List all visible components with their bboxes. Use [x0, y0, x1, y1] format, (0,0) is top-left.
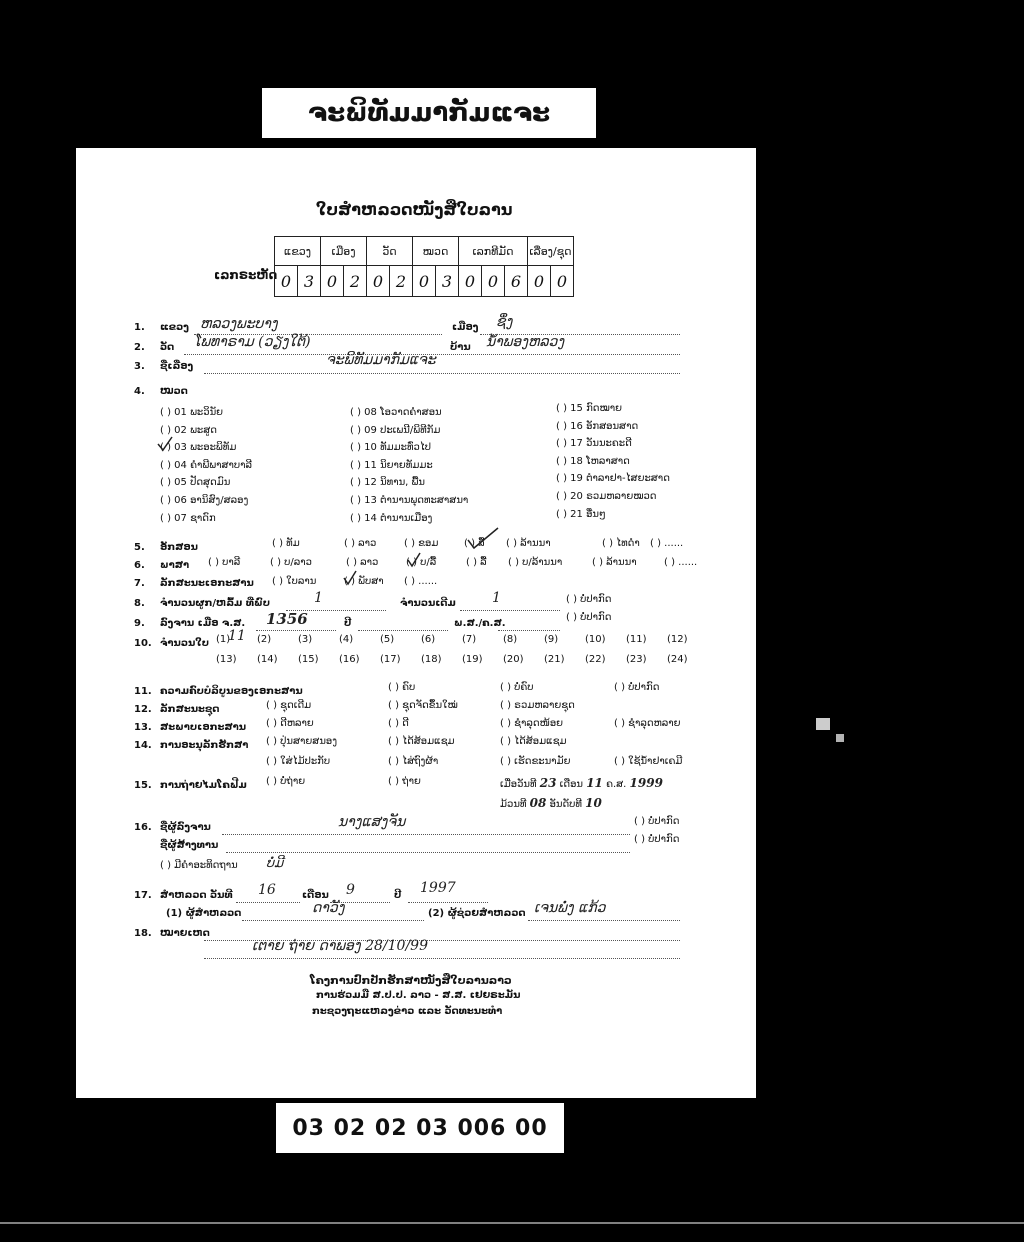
s4-column-3	[556, 400, 670, 523]
leaf-count-option[interactable]: (21)	[544, 654, 565, 665]
check-mark-icon	[156, 436, 174, 452]
s16-unknown-option-2[interactable]: ( ) ບໍ່ປາກົດ	[634, 834, 680, 845]
script-option[interactable]: ( ) ......	[650, 538, 684, 549]
field-1-value: ຫລວງພະບາງ	[200, 316, 278, 332]
code-header-bundle: ເລກທີມັດ	[459, 237, 528, 266]
s17-year: 1997	[420, 880, 456, 896]
s5-number: 5.	[134, 542, 145, 553]
field-3-number: 3.	[134, 361, 145, 372]
leaf-count-option[interactable]: (20)	[503, 654, 524, 665]
s15-date	[500, 776, 663, 790]
category-option[interactable]: ( ) 19 ຕຳລາຢາ-ໄສຍະສາດ	[556, 473, 670, 485]
footer-project: ໂຄງການປົກປັກຮັກສາໜັງສືໃບລານລາວ	[310, 974, 512, 987]
s16-blessing-value: ບໍ່ມີ	[266, 856, 284, 871]
s16-number: 16.	[134, 822, 152, 833]
code-header-province: ແຂວງ	[275, 237, 321, 266]
s6-options	[208, 557, 697, 568]
s15-options	[266, 776, 421, 787]
s9-year-label: ປີ	[344, 618, 352, 629]
category-option[interactable]: ( ) 08 ໂອວາດຄຳສອນ	[350, 407, 442, 418]
code-digit: 0	[482, 266, 505, 297]
form-title: ໃບສຳຫລວດໜັງສືໃບລານ	[316, 200, 513, 219]
s10-row-1	[216, 634, 688, 645]
s4-column-2	[350, 404, 468, 527]
microfilm-option[interactable]: ( ) ຖ່າຍ	[388, 776, 421, 787]
code-digit: 0	[367, 266, 390, 297]
microfilm-option[interactable]: ( ) ບໍ່ຖ່າຍ	[266, 776, 306, 787]
code-table	[274, 236, 574, 297]
field-3-label: ຊື່ເລື່ອງ	[160, 361, 194, 372]
category-option[interactable]: ( ) 13 ຕຳນານພຸດທະສາສນາ	[350, 494, 469, 506]
language-option[interactable]: ( ) ......	[664, 557, 698, 568]
s18-number: 18.	[134, 928, 152, 939]
s10-label: ຈຳນວນໃບ	[160, 638, 210, 649]
code-digit: 0	[275, 266, 298, 297]
category-option[interactable]: ( ) 07 ຊາດົກ	[160, 512, 216, 524]
document-type-option[interactable]: ( ) ......	[404, 576, 438, 587]
leaf-count-option[interactable]: (19)	[462, 654, 483, 665]
s13-number: 13.	[134, 722, 152, 733]
completeness-option[interactable]: ( ) ຄົບ	[388, 682, 416, 693]
category-option[interactable]: ( ) 17 ວັນນະຄະດີ	[556, 438, 632, 450]
s6-number: 6.	[134, 560, 145, 571]
s15-date-label: ເມື່ອວັນທີ	[500, 779, 537, 790]
s15-day: 23	[539, 776, 557, 790]
code-label: ເລກຣະຫັດ	[214, 268, 278, 282]
field-2-label: ວັດ	[160, 342, 175, 353]
s17-surveyor-value: ດາວັງ	[312, 900, 345, 916]
leaf-count-option[interactable]: (12)	[667, 634, 688, 645]
footer-cooperation: ການຮ່ວມມື ສ.ປ.ປ. ລາວ - ສ.ສ. ເຢຍຣະມັນ	[316, 990, 521, 1001]
category-option[interactable]: ( ) 10 ທັມມະທົ່ວໄປ	[350, 442, 432, 454]
code-digit: 0	[528, 266, 551, 297]
s12-number: 12.	[134, 704, 152, 715]
s4-column-1	[160, 404, 252, 527]
s15-year-label: ຄ.ສ.	[606, 779, 627, 790]
leaf-count-option[interactable]: (24)	[667, 654, 688, 665]
s5-label: ອັກສອນ	[160, 542, 198, 553]
set-type-option[interactable]: ( ) ຊຸດຈັດຂຶ້ນໃໝ່	[388, 700, 458, 711]
s9-value: 1356	[266, 610, 308, 628]
language-option[interactable]: ( ) ບ/ລ້ານນາ	[508, 557, 563, 568]
leaf-count-option[interactable]: (22)	[585, 654, 606, 665]
set-type-option[interactable]: ( ) ຊຸດເດີມ	[266, 700, 312, 711]
leaf-count-option[interactable]: (10)	[585, 634, 606, 645]
s18-label: ໝາຍເຫດ	[160, 928, 210, 939]
leaf-count-option[interactable]: (9)	[544, 634, 559, 645]
completeness-option[interactable]: ( ) ບໍ່ປາກົດ	[614, 682, 660, 693]
leaf-count-option[interactable]: (17)	[380, 654, 401, 665]
leaf-count-option[interactable]: (18)	[421, 654, 442, 665]
s16-blessing-option[interactable]: ( ) ມີຄຳອະທິດຖານ	[160, 860, 238, 871]
s6-label: ພາສາ	[160, 560, 190, 571]
condition-option[interactable]: ( ) ດີ	[388, 718, 409, 729]
category-option[interactable]: ( ) 15 ກົດໝາຍ	[556, 403, 623, 414]
s17-month-label: ເດືອນ	[302, 890, 329, 901]
leaf-count-option[interactable]: (2)	[257, 634, 272, 645]
s17-assistant-label: (2) ຜູ້ຊ່ວຍສຳຫລວດ	[428, 908, 526, 919]
leaf-count-option[interactable]: (15)	[298, 654, 319, 665]
field-2-village-value: ນ້ຳພອງຫລວງ	[486, 334, 565, 350]
completeness-option[interactable]: ( ) ບໍ່ຄົບ	[500, 682, 534, 693]
s15-label: ການຖ່າຍໄມໂຄຟີມ	[160, 780, 247, 791]
leaf-count-option[interactable]: (11)	[626, 634, 647, 645]
field-2-value: ໂພທາຣາມ (ວຽງໃຕ້)	[194, 334, 311, 350]
category-option[interactable]: ( ) 04 ຄຳພີພາສາບາລີ	[160, 459, 253, 471]
category-option[interactable]: ( ) 21 ອື່ນໆ	[556, 508, 606, 520]
s9-label: ລົງຈານ ເມື່ອ ຈ.ສ.	[160, 618, 246, 629]
s15-year: 1999	[629, 776, 663, 790]
s8-original-value: 1	[492, 590, 501, 606]
footer-ministry: ກະຊວງຖະແຫລງຂ່າວ ແລະ ວັດທະນະທຳ	[312, 1006, 503, 1017]
language-option[interactable]: ( ) ບ/ລາວ	[270, 557, 312, 568]
s11-options	[388, 682, 659, 693]
set-type-option[interactable]: ( ) ຣວມຫລາຍຊຸດ	[500, 700, 575, 711]
s12-options	[266, 700, 575, 711]
code-digit: 0	[459, 266, 482, 297]
s15-month: 11	[586, 776, 603, 790]
s17-label: ສຳຫລວດ ວັນທີ	[160, 890, 233, 901]
code-digit: 6	[505, 266, 528, 297]
leaf-count-option[interactable]: (3)	[298, 634, 313, 645]
condition-option[interactable]: ( ) ຊຳລຸດໜ້ອຍ	[500, 718, 564, 729]
s9-be-label: ພ.ສ./ຄ.ສ.	[454, 618, 506, 629]
s15-order-value: 10	[585, 796, 602, 810]
category-option[interactable]: ( ) 14 ຕຳນານເມືອງ	[350, 512, 433, 524]
category-option[interactable]: ( ) 11 ນິຍາຍທັມມະ	[350, 459, 433, 471]
survey-form-sheet	[76, 148, 756, 1098]
check-mark-icon	[466, 526, 500, 550]
s4-number: 4.	[134, 386, 145, 397]
s17-day: 16	[258, 882, 276, 898]
leaf-count-option[interactable]: (8)	[503, 634, 518, 645]
category-option[interactable]: ( ) 03 ພະອະພິທັມ	[160, 442, 237, 454]
s15-roll-label: ມ້ວນທີ	[500, 799, 527, 810]
code-digit: 3	[298, 266, 321, 297]
category-option[interactable]: ( ) 01 ພະວິນັຍ	[160, 407, 224, 418]
s17-number: 17.	[134, 890, 152, 901]
check-mark-icon	[342, 570, 358, 586]
s11-number: 11.	[134, 686, 152, 697]
conservation-option[interactable]: ( ) ປຸ່ນສາຍສນອງ	[266, 736, 338, 747]
conservation-option[interactable]: ( ) ໄດ້ສ້ອມແຊມ	[388, 736, 455, 747]
s17-surveyor-label: (1) ຜູ້ສຳຫລວດ	[166, 908, 242, 919]
category-option[interactable]: ( ) 16 ອັກສອນສາດ	[556, 420, 639, 432]
field-1-label: ແຂວງ	[160, 322, 189, 333]
s14-label: ການອະນຸລັກຮັກສາ	[160, 740, 249, 751]
code-digit: 0	[551, 266, 574, 297]
code-digit: 0	[413, 266, 436, 297]
leaf-count-option[interactable]: (16)	[339, 654, 360, 665]
s10-first-value: 11	[228, 628, 246, 644]
s8-number: 8.	[134, 598, 145, 609]
script-option[interactable]: ( ) ທັມ	[272, 538, 300, 549]
category-option[interactable]: ( ) 06 ອານິສົງ/ສລອງ	[160, 494, 249, 506]
s14-number: 14.	[134, 740, 152, 751]
s9-unknown-option[interactable]: ( ) ບໍ່ປາກົດ	[566, 612, 612, 623]
leaf-count-option[interactable]: (23)	[626, 654, 647, 665]
s17-assistant-value: ເຈນພໍ່ງ ແກ້ວ	[534, 900, 606, 916]
language-option[interactable]: ( ) ລ້ານນາ	[592, 557, 637, 568]
leaf-count-option[interactable]: (13)	[216, 654, 237, 665]
category-option[interactable]: ( ) 20 ຣວມຫລາຍໝວດ	[556, 490, 657, 502]
leaf-count-option[interactable]: (14)	[257, 654, 278, 665]
s17-month: 9	[346, 882, 355, 898]
category-option[interactable]: ( ) 18 ໂຫລາສາດ	[556, 455, 630, 467]
code-digit: 3	[436, 266, 459, 297]
conservation-option[interactable]: ( ) ໄດ້ສ້ອມແຊມ	[500, 736, 567, 747]
s14-options-a	[266, 736, 567, 747]
s4-label: ໝວດ	[160, 386, 188, 397]
s16-unknown-option[interactable]: ( ) ບໍ່ປາກົດ	[634, 816, 680, 827]
code-digit: 2	[390, 266, 413, 297]
leaf-count-option[interactable]: (6)	[421, 634, 436, 645]
document-type-option[interactable]: ( ) ໃບລານ	[272, 576, 317, 587]
category-option[interactable]: ( ) 12 ນິທານ, ພື້ນ	[350, 477, 425, 489]
code-digit: 2	[344, 266, 367, 297]
condition-option[interactable]: ( ) ດີຫລາຍ	[266, 718, 314, 729]
code-header-district: ເມືອງ	[321, 237, 367, 266]
s16-label-2: ຊື່ຜູ້ສ້າງທານ	[160, 840, 219, 851]
s10-row-2	[216, 654, 688, 665]
category-option[interactable]: ( ) 05 ປັດສຸດມົນ	[160, 477, 231, 489]
code-digit: 0	[321, 266, 344, 297]
s15-number: 15.	[134, 780, 152, 791]
s15-order-label: ອັນດັບທີ	[549, 799, 582, 810]
code-header-set: ເລື່ອງ/ຊຸດ	[528, 237, 574, 266]
leaf-count-option[interactable]: (4)	[339, 634, 354, 645]
s15-roll	[500, 796, 602, 810]
document-type-option[interactable]: ( ) ພັບສາ	[344, 576, 384, 587]
condition-option[interactable]: ( ) ຊຳລຸດຫລາຍ	[614, 718, 681, 729]
field-1-number: 1.	[134, 322, 145, 333]
script-option[interactable]: ( ) ຂອມ	[404, 538, 439, 549]
script-option[interactable]: ( ) ລ້ານນາ	[506, 538, 551, 549]
s7-number: 7.	[134, 578, 145, 589]
language-option[interactable]: ( ) ບາລີ	[208, 557, 241, 568]
field-2-number: 2.	[134, 342, 145, 353]
s7-label: ລັກສະນະເອກະສານ	[160, 578, 254, 589]
s8-original-label: ຈຳນວນເດີມ	[400, 598, 456, 609]
category-option[interactable]: ( ) 02 ພະສູດ	[160, 424, 217, 436]
field-2-village-label: ບ້ານ	[450, 342, 471, 353]
conservation-option[interactable]: ( ) ເຮັດຂະນາມັຍ	[500, 756, 571, 767]
s13-options	[266, 718, 681, 729]
conservation-option[interactable]: ( ) ໄສ່ຖົງຜ້າ	[388, 756, 439, 767]
s17-year-label: ປີ	[394, 890, 402, 901]
leaf-count-option[interactable]: (5)	[380, 634, 395, 645]
field-1-city-label: ເມືອງ	[452, 322, 479, 333]
s8-value: 1	[314, 590, 323, 606]
s16-value: ນາງແສງຈັນ	[338, 814, 406, 830]
s15-roll-value: 08	[529, 796, 547, 810]
language-option[interactable]: ( ) ລາວ	[346, 557, 379, 568]
field-3-value: ຈະພິທັມມາກັມແຈະ	[326, 352, 436, 368]
check-mark-icon	[406, 552, 422, 568]
script-option[interactable]: ( ) ລື້	[464, 538, 485, 549]
script-option[interactable]: ( ) ລາວ	[344, 538, 377, 549]
language-option[interactable]: ( ) ບ/ລື້	[406, 557, 437, 568]
language-option[interactable]: ( ) ລື້	[466, 557, 487, 568]
s8-label: ຈຳນວນຜູກ/ຫລົ້ມ ທີ່ພົບ	[160, 598, 270, 609]
s10-number: 10.	[134, 638, 152, 649]
s9-number: 9.	[134, 618, 145, 629]
s16-label: ຊື່ຜູ້ລົງຈານ	[160, 822, 211, 833]
s18-value: ເຕາຍ ຖ່າຍ ດາພອງ 28/10/99	[252, 938, 428, 954]
s15-month-label: ເດືອນ	[559, 779, 583, 790]
s12-label: ລັກສະນະຊຸດ	[160, 704, 220, 715]
s13-label: ສະພາບເອກະສານ	[160, 722, 247, 733]
field-1-city-value: ຊຶ່ງ	[496, 314, 513, 330]
code-header-category: ໝວດ	[413, 237, 459, 266]
conservation-option[interactable]: ( ) ໃສ່ໄມ້ປະກັບ	[266, 756, 331, 767]
code-header-temple: ວັດ	[367, 237, 413, 266]
s11-label: ຄວາມຄົບບໍລິບູນຂອງເອກະສານ	[160, 686, 303, 697]
leaf-count-option[interactable]: (7)	[462, 634, 477, 645]
s8-unknown-option[interactable]: ( ) ບໍ່ປາກົດ	[566, 594, 612, 605]
top-title-label: ຈະພິທັມມາກັມແຈະ	[262, 88, 596, 138]
conservation-option[interactable]: ( ) ໃຊ້ນ້ຳຢາເຄມີ	[614, 756, 683, 767]
s14-options-b	[266, 756, 682, 767]
script-option[interactable]: ( ) ໄທດຳ	[602, 538, 640, 549]
bottom-code-label: 03 02 02 03 006 00	[276, 1103, 564, 1153]
leaf-count-option[interactable]: (1)	[216, 634, 231, 645]
category-option[interactable]: ( ) 09 ປະເພນີ/ພິທີກັມ	[350, 424, 441, 436]
